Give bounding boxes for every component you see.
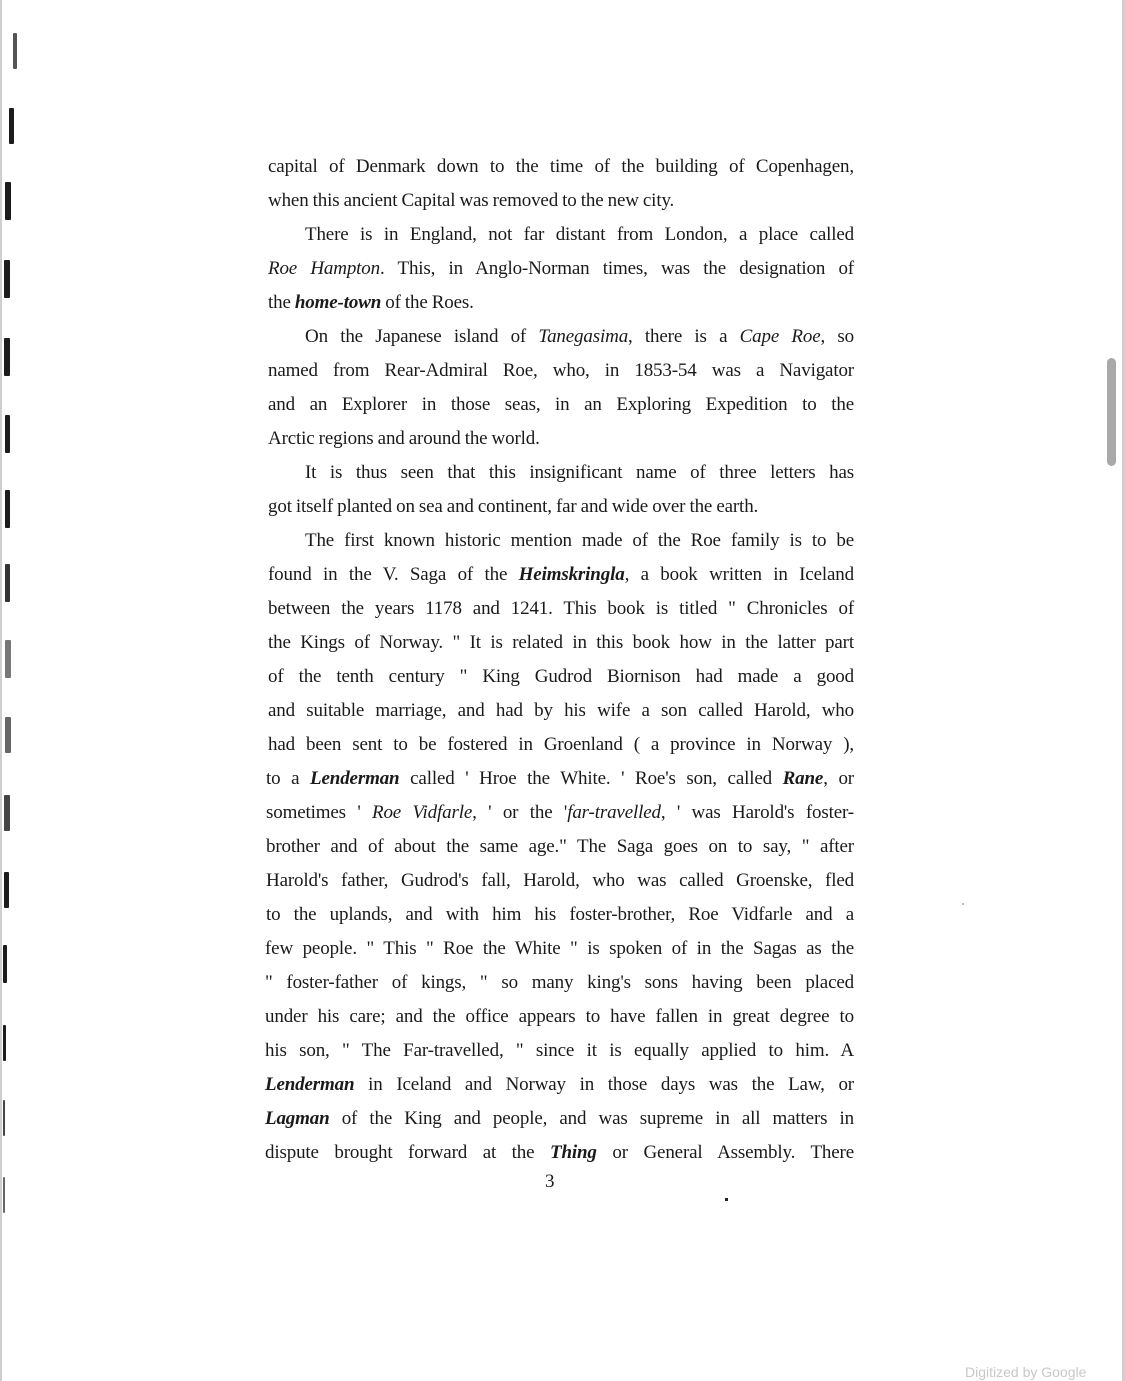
binding-mark xyxy=(5,490,10,528)
text-segment: and suitable marriage, and had by his wife a son called Harold, who xyxy=(268,700,854,721)
text-segment: the Kings of Norway. " It is related in this book how in the latter part xyxy=(268,632,854,653)
text-segment: in Iceland and Norway in those days was the Law, or xyxy=(354,1074,854,1095)
text-segment: dispute brought forward at the xyxy=(265,1142,551,1163)
text-line xyxy=(268,560,854,594)
text-segment: , ' or the ' xyxy=(472,802,568,823)
binding-mark xyxy=(3,1177,5,1213)
text-line xyxy=(266,832,854,866)
binding-mark xyxy=(4,338,10,376)
text-segment: , there is a xyxy=(628,326,740,347)
text-segment: of the Roes. xyxy=(381,292,474,313)
binding-mark xyxy=(3,1025,6,1061)
text-line xyxy=(268,356,854,390)
text-segment: " foster-father of kings, " so many king's sons having been placed xyxy=(265,972,854,993)
text-line xyxy=(265,934,854,968)
text-segment: under his care; and the office appears to have fallen in great degree to xyxy=(265,1006,854,1027)
text-segment: named from Rear-Admiral Roe, who, in 1853-54 was a Navigator xyxy=(268,360,854,381)
emphasized-text: Tanegasima xyxy=(538,326,629,347)
text-segment: . This, in Anglo-Norman times, was the designation of xyxy=(380,258,854,279)
text-segment: called ' Hroe the White. ' Roe's son, called xyxy=(399,768,783,789)
text-segment: to a xyxy=(266,768,311,789)
text-line xyxy=(268,152,854,186)
text-line xyxy=(265,968,854,1002)
text-line xyxy=(268,662,854,696)
emphasized-text: home-town xyxy=(294,292,382,313)
text-line xyxy=(266,900,854,934)
text-segment: to the uplands, and with him his foster-brother, Roe Vidfarle and a xyxy=(266,904,854,925)
text-line xyxy=(268,594,854,628)
text-line xyxy=(268,526,854,560)
text-segment: of the King and people, and was supreme in all matters in xyxy=(329,1108,854,1129)
text-segment: sometimes ' xyxy=(266,802,372,823)
binding-mark xyxy=(9,108,14,144)
text-line xyxy=(268,696,854,730)
text-line xyxy=(265,1002,854,1036)
binding-mark xyxy=(3,945,7,983)
text-segment: and an Explorer in those seas, in an Exploring Expedition to the xyxy=(268,394,854,415)
text-line xyxy=(268,186,854,220)
text-segment: got itself planted on sea and continent, far and wide over the earth. xyxy=(268,496,759,517)
text-line xyxy=(268,254,854,288)
text-segment: brother and of about the same age." The Saga goes on to say, " after xyxy=(266,836,854,857)
text-segment: , or xyxy=(823,768,854,789)
text-segment: , ' was Harold's foster- xyxy=(660,802,854,823)
scan-speck xyxy=(725,1198,728,1201)
text-segment: On the Japanese island of xyxy=(305,326,539,347)
text-line xyxy=(266,764,854,798)
text-line xyxy=(268,390,854,424)
page-body xyxy=(265,152,855,1172)
text-segment: when this ancient Capital was removed to the new city. xyxy=(268,190,675,211)
emphasized-text: Lenderman xyxy=(265,1074,355,1095)
scan-speck xyxy=(962,903,964,905)
text-line xyxy=(268,288,854,322)
scrollbar-thumb[interactable] xyxy=(1107,358,1116,466)
text-line xyxy=(268,730,854,764)
emphasized-text: Thing xyxy=(550,1142,597,1163)
binding-mark xyxy=(4,872,9,908)
text-segment: or General Assembly. There xyxy=(596,1142,855,1163)
binding-mark xyxy=(13,33,17,69)
text-line xyxy=(268,424,854,458)
text-line xyxy=(268,220,854,254)
text-line xyxy=(266,866,854,900)
emphasized-text: Lagman xyxy=(265,1108,330,1129)
text-segment: of the tenth century " King Gudrod Biornison had made a good xyxy=(268,666,854,687)
emphasized-text: far-travelled xyxy=(567,802,661,823)
text-segment: Harold's father, Gudrod's fall, Harold, who was called Groenske, fled xyxy=(266,870,854,891)
emphasized-text: Heimskringla xyxy=(518,564,625,585)
text-segment: Arctic regions and around the world. xyxy=(268,428,540,449)
text-line xyxy=(265,1036,854,1070)
binding-mark xyxy=(5,717,11,753)
left-edge-border xyxy=(0,0,2,1381)
emphasized-text: Cape Roe xyxy=(739,326,821,347)
text-segment: The first known historic mention made of the Roe family is to be xyxy=(305,530,854,551)
binding-mark xyxy=(3,1100,5,1136)
text-segment: It is thus seen that this insignificant name of three letters has xyxy=(305,462,854,483)
text-line xyxy=(268,492,854,526)
text-segment: the xyxy=(268,292,295,313)
text-segment: capital of Denmark down to the time of the building of Copenhagen, xyxy=(268,156,854,177)
text-segment: There is in England, not far distant from London, a place called xyxy=(305,224,854,245)
binding-mark xyxy=(4,795,10,831)
emphasized-text: Lenderman xyxy=(310,768,400,789)
emphasized-text: Rane xyxy=(782,768,824,789)
text-segment: his son, " The Far-travelled, " since it is equally applied to him. A xyxy=(265,1040,854,1061)
binding-mark xyxy=(5,564,10,602)
page-number: 3 xyxy=(545,1171,555,1192)
binding-mark xyxy=(5,640,11,678)
binding-mark xyxy=(4,260,10,298)
text-line xyxy=(268,458,854,492)
text-segment: few people. " This " Roe the White " is spoken of in the Sagas as the xyxy=(265,938,854,959)
text-line xyxy=(265,1104,854,1138)
text-line xyxy=(265,1138,854,1172)
emphasized-text: Roe Vidfarle xyxy=(372,802,473,823)
binding-mark xyxy=(5,182,11,220)
binding-mark xyxy=(5,415,10,453)
text-segment: had been sent to be fostered in Groenland ( a province in Norway ), xyxy=(268,734,854,755)
emphasized-text: Roe Hampton xyxy=(268,258,380,279)
text-line xyxy=(266,798,854,832)
text-line xyxy=(268,628,854,662)
text-segment: , so xyxy=(820,326,854,347)
text-segment: between the years 1178 and 1241. This book is titled " Chronicles of xyxy=(268,598,854,619)
text-line xyxy=(265,1070,854,1104)
text-segment: , a book written in Iceland xyxy=(624,564,854,585)
text-segment: found in the V. Saga of the xyxy=(268,564,519,585)
text-line xyxy=(268,322,854,356)
watermark: Digitized by Google xyxy=(965,1364,1087,1380)
